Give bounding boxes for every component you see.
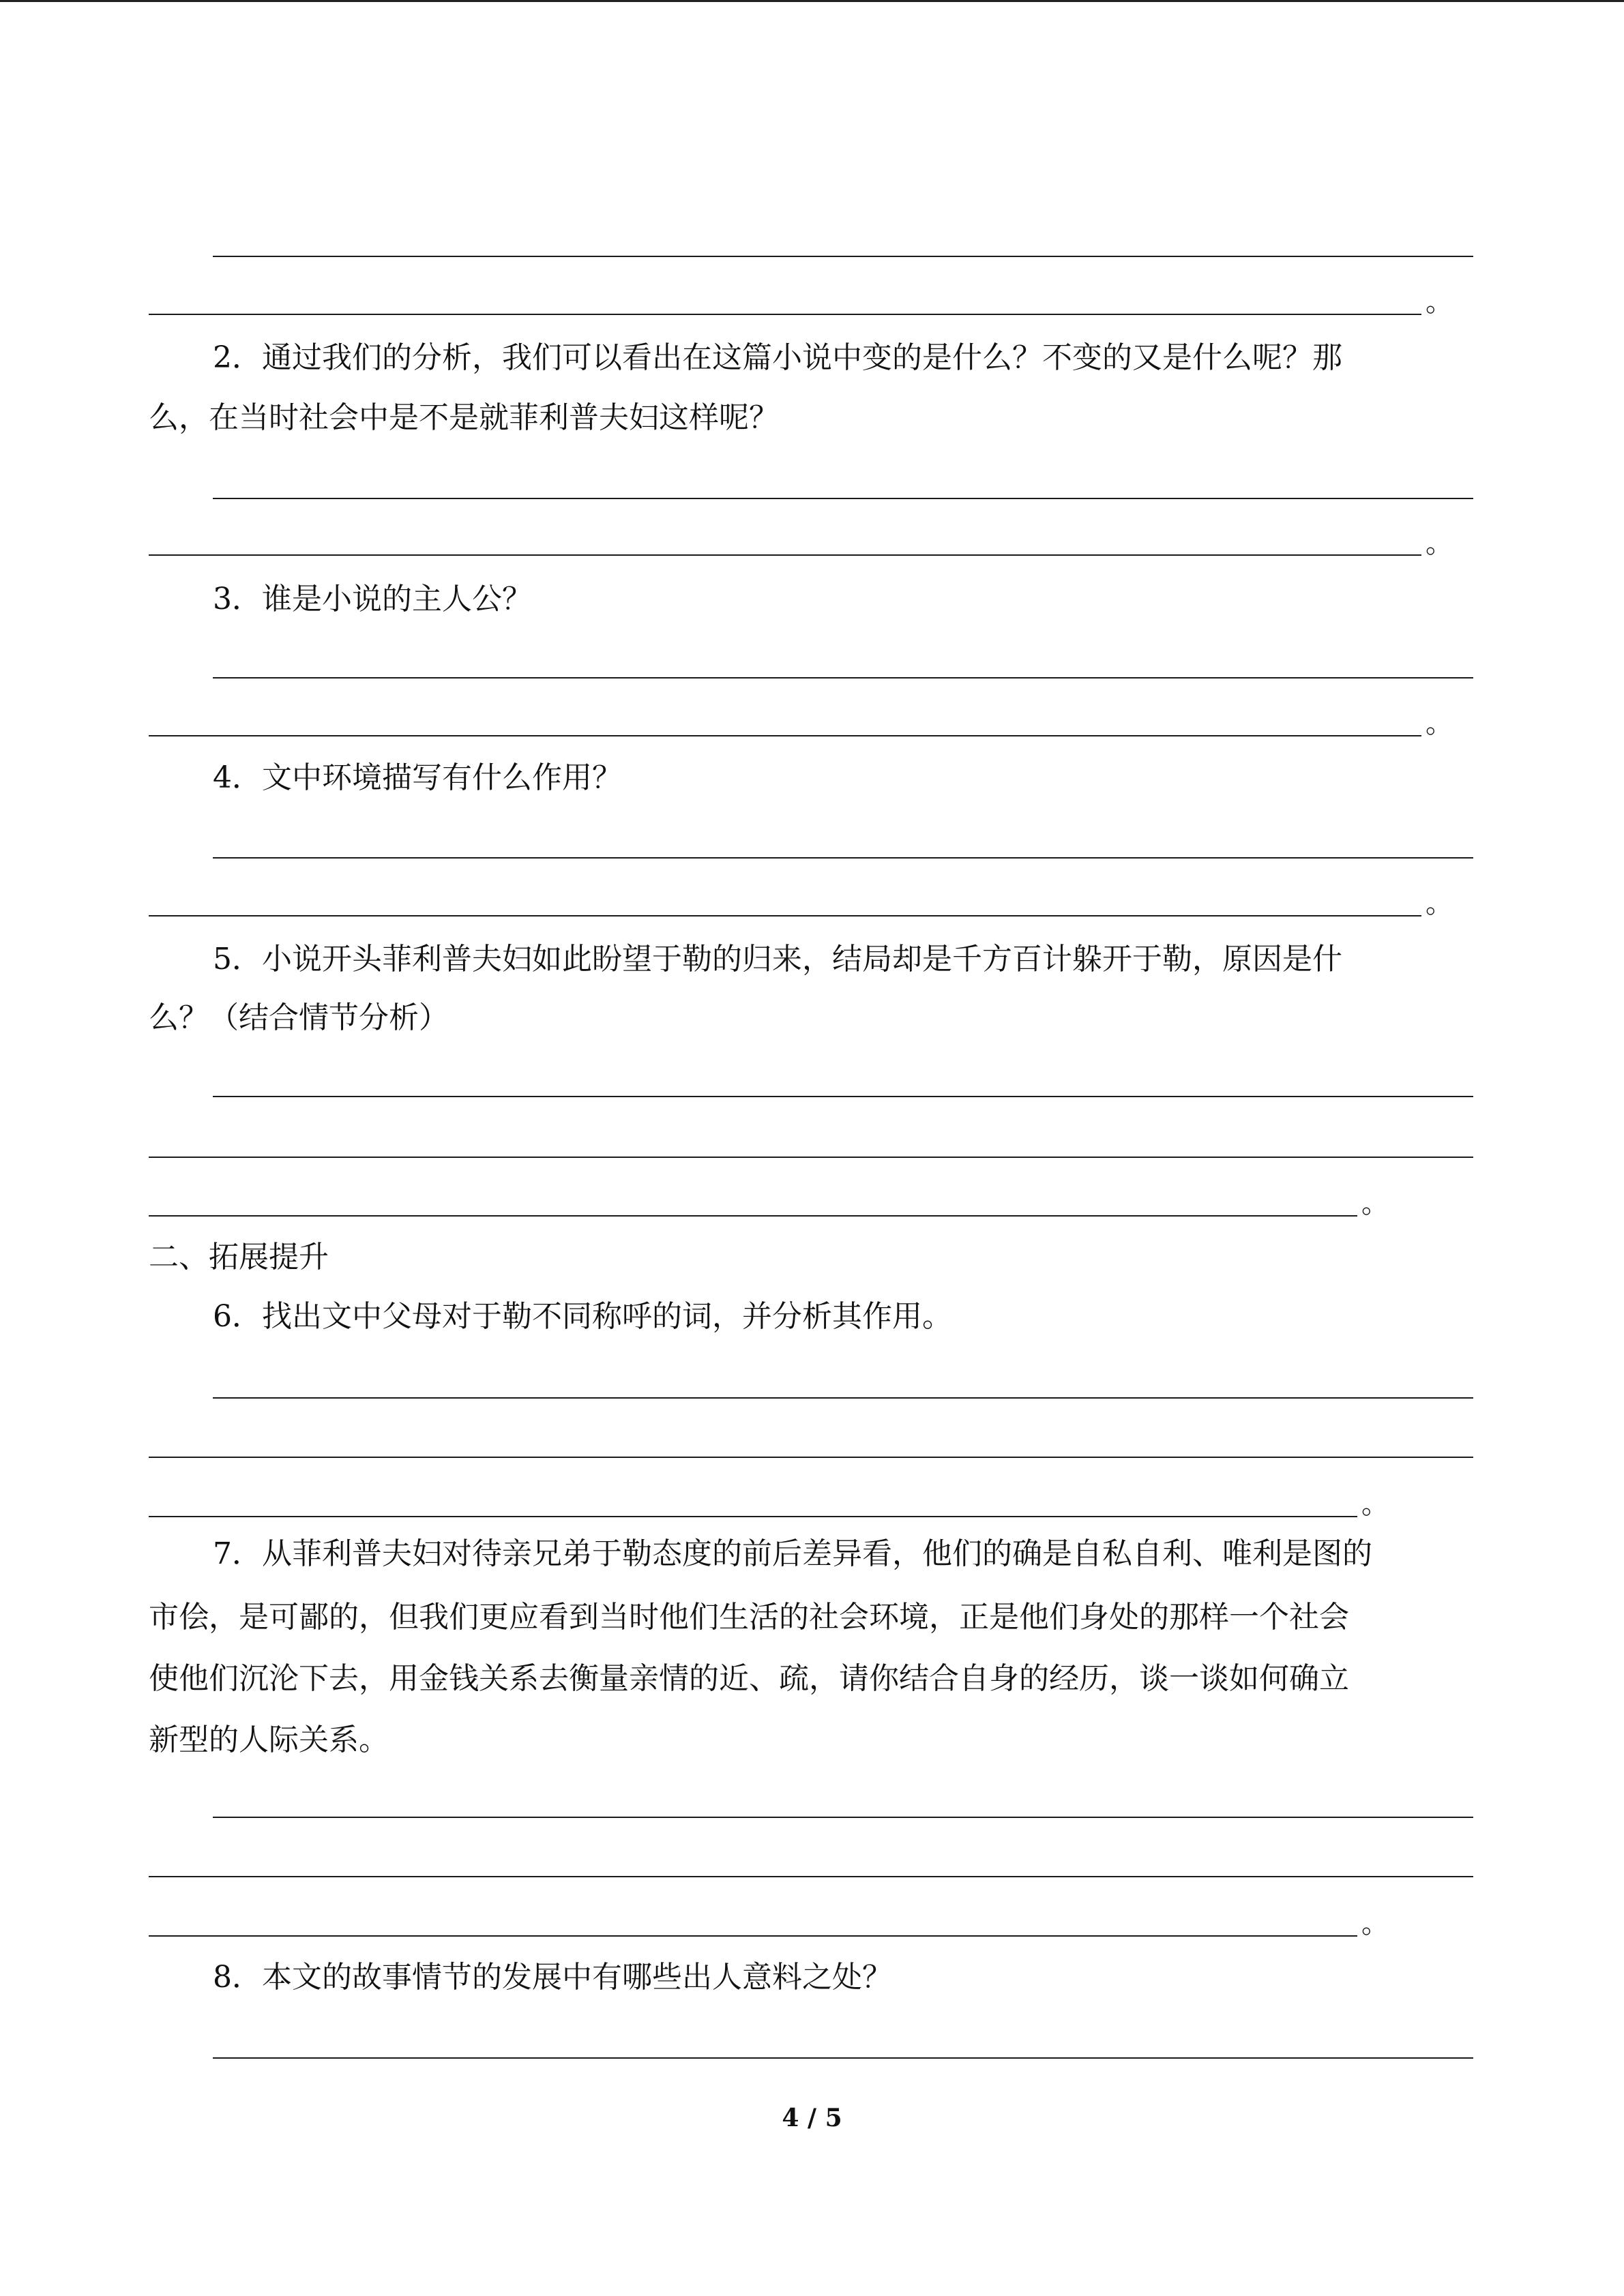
answer-line[interactable]: [149, 1876, 1473, 1877]
question-5-line-2: 么？（结合情节分析）: [149, 1000, 449, 1035]
answer-line[interactable]: [213, 1817, 1473, 1818]
question-3: 3．谁是小说的主人公？: [213, 582, 532, 616]
question-7-line-4: 新型的人际关系。: [149, 1723, 389, 1757]
answer-line[interactable]: [149, 314, 1421, 315]
question-7-line-3: 使他们沉沦下去，用金钱关系去衡量亲情的近、疏，请你结合自身的经历，谈一谈如何确立: [149, 1661, 1349, 1696]
question-7-line-1: 7．从菲利普夫妇对待亲兄弟于勒态度的前后差异看，他们的确是自私自利、唯利是图的: [213, 1536, 1372, 1571]
answer-line[interactable]: [213, 1096, 1473, 1097]
answer-line[interactable]: [149, 554, 1421, 556]
question-2-line-1: 2．通过我们的分析，我们可以看出在这篇小说中变的是什么？不变的又是什么呢？那: [213, 340, 1342, 375]
period-mark: 。: [1426, 708, 1453, 739]
question-5-line-1: 5．小说开头菲利普夫妇如此盼望于勒的归来，结局却是千方百计躲开于勒，原因是什: [213, 942, 1342, 976]
answer-line[interactable]: [213, 677, 1473, 679]
question-7-line-2: 市侩，是可鄙的，但我们更应看到当时他们生活的社会环境，正是他们身处的那样一个社会: [149, 1600, 1349, 1635]
answer-line[interactable]: [213, 256, 1473, 257]
answer-line[interactable]: [149, 1516, 1357, 1517]
period-mark: 。: [1361, 1188, 1389, 1219]
answer-line[interactable]: [149, 1457, 1473, 1458]
period-mark: 。: [1426, 888, 1453, 919]
question-6: 6．找出文中父母对于勒不同称呼的词，并分析其作用。: [213, 1299, 952, 1334]
answer-line[interactable]: [213, 2057, 1473, 2059]
answer-line[interactable]: [149, 1157, 1473, 1158]
answer-line[interactable]: [149, 915, 1421, 916]
answer-line[interactable]: [213, 857, 1473, 859]
question-8: 8．本文的故事情节的发展中有哪些出人意料之处？: [213, 1960, 892, 1995]
period-mark: 。: [1426, 286, 1453, 318]
answer-line[interactable]: [149, 735, 1421, 736]
section-2-heading: 二、拓展提升: [149, 1240, 329, 1274]
question-2-line-2: 么，在当时社会中是不是就菲利普夫妇这样呢？: [149, 400, 779, 435]
answer-line[interactable]: [213, 1397, 1473, 1399]
answer-line[interactable]: [149, 1935, 1357, 1937]
answer-line[interactable]: [149, 1215, 1357, 1217]
period-mark: 。: [1426, 528, 1453, 559]
answer-line[interactable]: [213, 498, 1473, 499]
question-4: 4．文中环境描写有什么作用？: [213, 760, 622, 795]
period-mark: 。: [1361, 1489, 1389, 1520]
period-mark: 。: [1361, 1908, 1389, 1939]
page-number: 4 / 5: [782, 2104, 842, 2132]
